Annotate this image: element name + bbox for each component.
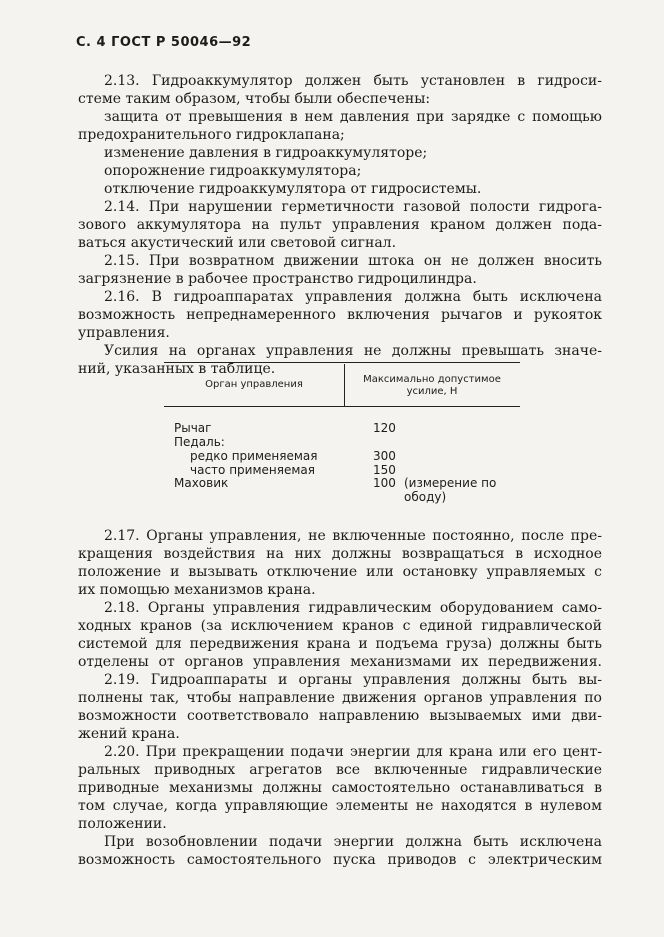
text-line: предохранительного гидроклапана; [78, 127, 345, 143]
text-line: зового аккумулятора на пульт управления краном должен пода- [78, 217, 602, 233]
table-row-label: редко применяемая [190, 449, 318, 463]
table-row-label: Маховик [174, 476, 229, 490]
text-line: возможности соответствовало направлению вызываемых ими дви- [78, 708, 602, 724]
table-header-force: Максимально допустимое [363, 374, 501, 385]
table-row-value: 100 [373, 476, 396, 490]
text-line: 2.13. Гидроаккумулятор должен быть установлен в гидроси- [104, 73, 602, 89]
text-line: 2.18. Органы управления гидравлическим оборудованием само- [104, 600, 602, 616]
text-line: защита от превышения в нем давления при зарядке с помощью [104, 109, 602, 125]
text-line: ваться акустический или световой сигнал. [78, 235, 397, 251]
table-row-label: Рычаг [174, 421, 212, 435]
text-line: отделены от органов управления механизмами их передвижения. [78, 654, 602, 670]
page-header: С. 4 ГОСТ Р 50046—92 [76, 35, 252, 50]
table-header-force-unit: усилие, Н [406, 386, 458, 397]
text-line: 2.14. При нарушении герметичности газовой полости гидрога- [104, 199, 602, 215]
text-line: их помощью механизмов крана. [78, 582, 316, 598]
text-line: возможность непреднамеренного включения рычагов и рукояток [78, 307, 602, 323]
text-line: изменение давления в гидроаккумуляторе; [104, 145, 428, 161]
table-row-label: часто применяемая [190, 463, 315, 477]
text-line: опорожнение гидроаккумулятора; [104, 163, 362, 179]
text-line: ний, указанных в таблице. [78, 361, 276, 377]
text-line: ходных кранов (за исключением кранов с единой гидравлической [78, 618, 602, 634]
table-row-value: 150 [373, 463, 396, 477]
table-row-note: ободу) [404, 490, 447, 504]
text-line: 2.20. При прекращении подачи энергии для крана или его цент- [104, 744, 602, 760]
table-header-rule [164, 406, 520, 407]
text-line: жений крана. [78, 726, 180, 742]
text-line: Усилия на органах управления не должны превышать значе- [104, 343, 602, 359]
text-line: полнены так, чтобы направление движения органов управления по [78, 690, 602, 706]
table-row-note: (измерение по [404, 476, 497, 490]
text-line: отключение гидроаккумулятора от гидросистемы. [104, 181, 482, 197]
table-header-control: Орган управления [205, 379, 303, 390]
text-line: 2.17. Органы управления, не включенные постоянно, после пре- [104, 528, 602, 544]
text-line: 2.19. Гидроаппараты и органы управления должны быть вы- [104, 672, 602, 688]
text-line: ральных приводных агрегатов все включенные гидравлические [78, 762, 602, 778]
text-line: управления. [78, 325, 170, 341]
table-row-label: Педаль: [174, 435, 225, 449]
text-line: загрязнение в рабочее пространство гидроцилиндра. [78, 271, 477, 287]
text-line: 2.15. При возвратном движении штока он не должен вносить [104, 253, 602, 269]
text-line: кращения воздействия на них должны возвращаться в исходное [78, 546, 602, 562]
text-line: приводные механизмы должны самостоятельно останавливаться в [78, 780, 602, 796]
table-row-value: 120 [373, 421, 396, 435]
text-line: системой для передвижения крана и подъема груза) должны быть [78, 636, 602, 652]
text-line: При возобновлении подачи энергии должна быть исключена [104, 834, 602, 850]
text-line: 2.16. В гидроаппаратах управления должна быть исключена [104, 289, 602, 305]
text-line: положение и вызывать отключение или остановку управляемых с [78, 564, 602, 580]
text-line: стеме таким образом, чтобы были обеспечены: [78, 91, 431, 107]
text-line: положении. [78, 816, 167, 832]
table-top-rule [164, 362, 520, 363]
text-line: том случае, когда управляющие элементы не находятся в нулевом [78, 798, 602, 814]
table-row-value: 300 [373, 449, 396, 463]
text-line: возможность самостоятельного пуска приводов с электрическим [78, 852, 602, 868]
